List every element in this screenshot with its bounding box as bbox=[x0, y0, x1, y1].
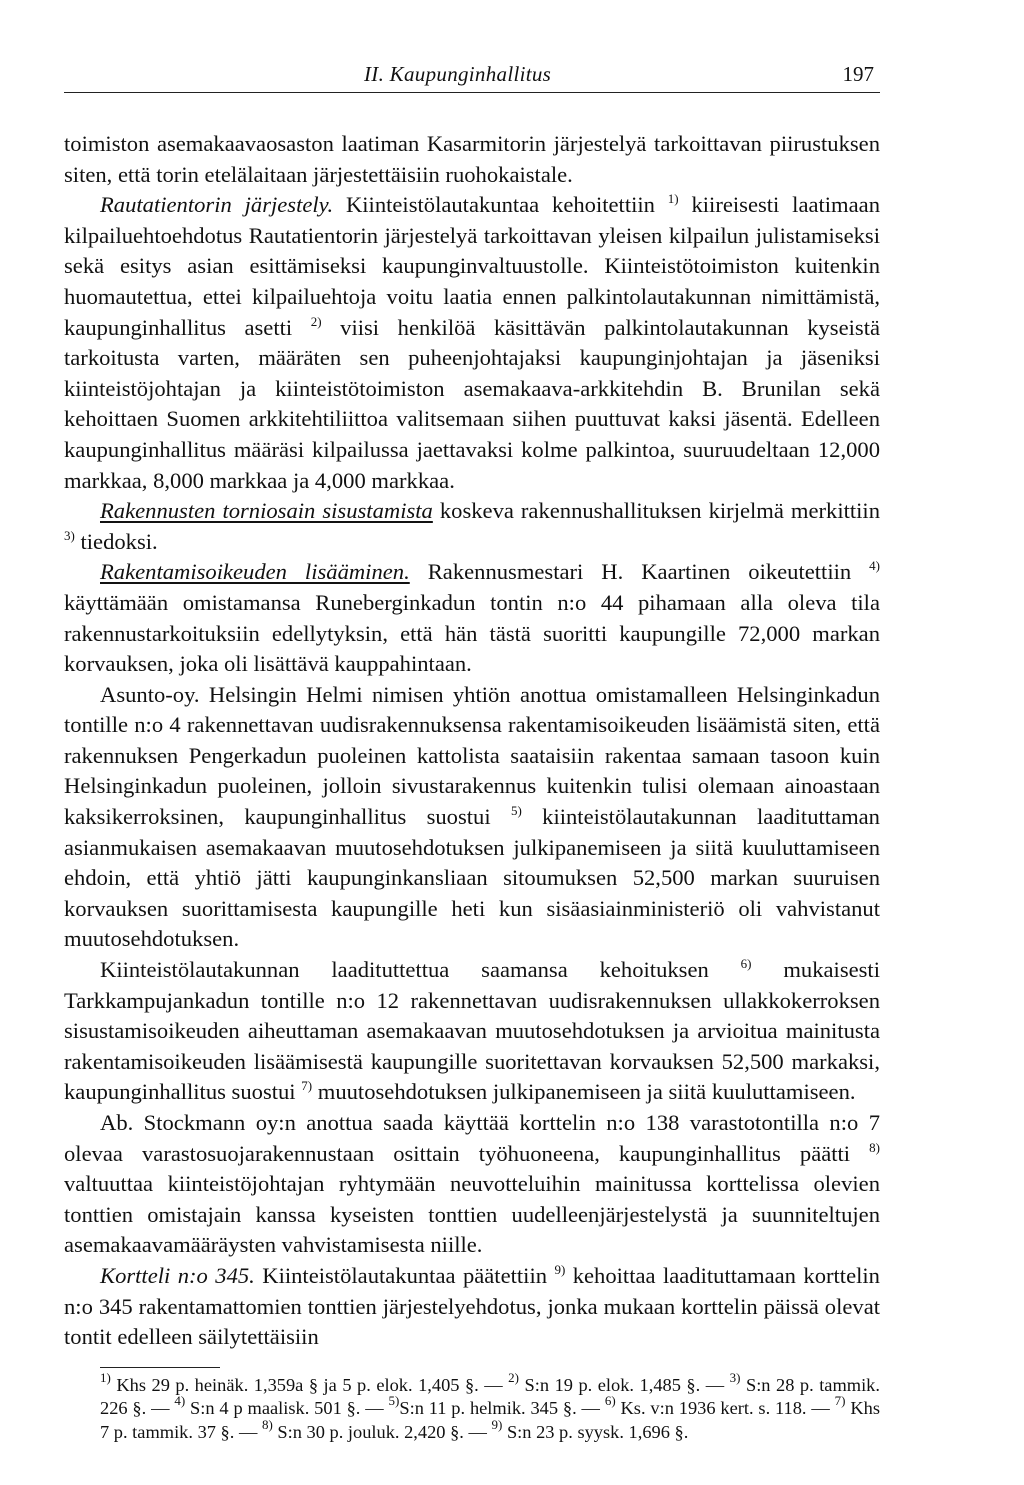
paragraph-rakentamisoikeus bbox=[64, 557, 880, 679]
paragraph-text: valtuuttaa kiinteistöjohtajan ryhtymään neuvotteluihin mainitussa korttelissa olevien tonttien omistajain kanssa kyseisten tonttien uudelleenjärjestelystä ja suunniteltujen asemakaavamääräysten vahvistamisesta niille. bbox=[64, 1171, 880, 1258]
footnote-marker: 7) bbox=[834, 1393, 846, 1409]
body-text bbox=[64, 129, 880, 1353]
footnote-marker: 1) bbox=[100, 1369, 111, 1385]
paragraph-text: kehoittaa laadituttamaan korttelin n:o 345 rakentamattomien tonttien järjestelyehdotus, jonka mukaan korttelin päissä olevat tontit edelleen säilytettäisiin bbox=[64, 1262, 880, 1350]
footnote-ref: 7) bbox=[301, 1078, 313, 1094]
paragraph-text: Rakennusmestari H. Kaartinen oikeutettiin bbox=[427, 559, 852, 585]
footnote-ref-number: 7 bbox=[301, 1078, 308, 1094]
footnote-number: 2 bbox=[508, 1369, 515, 1385]
document-page bbox=[64, 58, 880, 1444]
footnote-block bbox=[100, 1369, 880, 1444]
footnote-marker: 9) bbox=[491, 1416, 503, 1432]
footnote-ref-number: 1 bbox=[667, 191, 675, 207]
paragraph-torniosat bbox=[64, 496, 880, 557]
section-heading: Rakennusten torniosain sisustamista bbox=[100, 498, 433, 524]
footnote-text: S:n 19 p. elok. 1,485 §. — bbox=[524, 1374, 725, 1395]
footnote-number: 5 bbox=[388, 1393, 396, 1409]
section-heading: Kortteli n:o 345. bbox=[100, 1262, 255, 1288]
footnote-ref: 4) bbox=[869, 558, 880, 574]
paragraph-text: muutosehdotuksen julkipanemiseen ja siitä kuuluttamiseen. bbox=[317, 1079, 856, 1105]
footnote-ref: 3) bbox=[64, 527, 75, 543]
running-title: II. Kaupunginhallitus bbox=[364, 62, 552, 86]
footnote-ref-number: 4 bbox=[869, 558, 876, 574]
section-heading: Rautatientorin järjestely. bbox=[100, 192, 334, 218]
footnote-text: S:n 28 p. tammik. 226 §. — bbox=[100, 1374, 880, 1419]
footnote-text: Khs 7 p. tammik. 37 §. — bbox=[100, 1398, 880, 1442]
paragraph-text: Kiinteistölautakuntaa kehoitettiin bbox=[345, 192, 655, 218]
footnote-ref-number: 2 bbox=[310, 313, 318, 329]
footnote-marker: 3) bbox=[729, 1369, 741, 1385]
footnote-ref: 5) bbox=[510, 803, 522, 819]
footnote-marker: 4) bbox=[174, 1393, 186, 1409]
paragraph-helmi bbox=[64, 680, 880, 955]
paragraph-text: käyttämään omistamansa Runeberginkadun tontin n:o 44 pihamaan alla oleva tila rakennustarkoituksiin edellytyksin, että hän tästä suoritti kaupungille 72,000 markan korvauksen, joka oli lisättävä kauppahintaan. bbox=[64, 589, 880, 677]
paragraph-text: mukaisesti Tarkkampujankadun tontille n:o 12 rakennettavan uudisrakennuksen ullakkokerroksen sisustamisoikeuden aiheuttaman asemakaavan muutosehdotuksen ja arvioitua mainitusta rakentamisoikeuden lisäämisestä kaupungille suoritettavan korvauksen 52,500 markaksi, kaupunginhallitus suostui bbox=[64, 957, 880, 1105]
paragraph-text: toimiston asemakaavaosaston laatiman Kasarmitorin järjestelyä tarkoittavan piirustuksen siten, että torin etelälaitaan järjestettäisiin ruohokaistale. bbox=[64, 131, 880, 187]
paragraph-text: viisi henkilöä käsittävän palkintolautakunnan kyseistä tarkoitusta varten, määräten sen puheenjohtajaksi kaupunginjohtajan ja jäseniksi kiinteistöjohtajan ja kiinteistötoimiston asemakaava-arkkitehdin B. Brunilan sekä kehoittaen Suomen arkkitehtiliittoa valitsemaan siihen puuttuvat kaksi jäsentä. Edelleen kaupunginhallitus määräsi kilpailussa jaettavaksi kolme palkintoa, suuruudeltaan 12,000 markkaa, 8,000 markkaa ja 4,000 markkaa. bbox=[64, 314, 880, 493]
paragraph-text: tiedoksi. bbox=[80, 528, 158, 554]
footnote-number: 6 bbox=[604, 1393, 612, 1409]
paragraph-text: Ab. Stockmann oy:n anottua saada käyttää korttelin n:o 138 varastotontilla n:o 7 olevaa varastosuojarakennustaan osittain työhuoneena, kaupunginhallitus päätti bbox=[64, 1110, 880, 1166]
paragraph-text: kiinteistölautakunnan laadituttaman asianmukaisen asemakaavan muutosehdotuksen julkipanemiseen ja siitä kuuluttamiseen ehdoin, että yhtiö jätti kaupunginkansliaan sitoumuksen 52,500 markan suuruisen korvauksen suorittamisesta kaupungille heti kun sisäasiainministeriö oli vahvistanut muutosehdotuksen. bbox=[64, 804, 880, 952]
paragraph-rautatientori bbox=[64, 190, 880, 496]
footnote-marker: 8) bbox=[261, 1416, 273, 1432]
footnote-ref-number: 3 bbox=[64, 527, 71, 543]
footnote-number: 4 bbox=[174, 1393, 181, 1409]
footnote-ref-number: 8 bbox=[869, 1139, 876, 1155]
footnote-number: 7 bbox=[834, 1393, 842, 1409]
paragraph-stockmann bbox=[64, 1108, 880, 1261]
paragraph-tarkkampujankatu bbox=[64, 955, 880, 1108]
footnotes bbox=[100, 1369, 880, 1444]
footnote-text: S:n 23 p. syysk. 1,696 §. bbox=[506, 1421, 689, 1442]
footnote-ref-number: 5 bbox=[510, 803, 518, 819]
footnote-number: 8 bbox=[261, 1416, 269, 1432]
footnote-text: S:n 4 p maalisk. 501 §. — bbox=[190, 1398, 384, 1419]
paragraph-kasarmitori bbox=[64, 129, 880, 190]
footnote-text: Khs 29 p. heinäk. 1,359a § ja 5 p. elok. 1,405 §. — bbox=[116, 1374, 503, 1395]
paragraph-text: Kiinteistölautakuntaa päätettiin bbox=[262, 1262, 548, 1288]
page-number: 197 bbox=[842, 62, 874, 86]
footnote-text: S:n 30 p. jouluk. 2,420 §. — bbox=[277, 1421, 487, 1442]
footnote-text: S:n 11 p. helmik. 345 §. — bbox=[399, 1398, 600, 1419]
footnote-number: 9 bbox=[491, 1416, 498, 1432]
paragraph-text: kiireisesti laatimaan kilpailuehtoehdotus Rautatientorin järjestelyä tarkoittavan yleisen kilpailun julistamiseksi sekä esitys asian esittämiseksi kaupunginvaltuustolle. Kiinteistötoimiston kuitenkin huomautettua, ettei kilpailuehtoja voitu laatia ennen palkintolautakunnan nimittämistä, kaupunginhallitus asetti bbox=[64, 192, 880, 340]
footnote-marker: 2) bbox=[508, 1369, 520, 1385]
paragraph-text: Asunto-oy. Helsingin Helmi nimisen yhtiön anottua omistamalleen Helsinginkadun tontille n:o 4 rakennettavan uudisrakennuksensa rakentamisoikeuden lisäämistä siten, että rakennuksen Pengerkadun puoleinen kattolista saataisiin rakentaa samaan tasoon kuin Helsinginkadun puoleinen, jolloin sivustarakennus kuitenkin tulisi olemaan ainoastaan kaksikerroksinen, kaupunginhallitus suostui bbox=[64, 681, 880, 830]
footnote-number: 3 bbox=[729, 1369, 737, 1385]
footnote-ref: 8) bbox=[869, 1139, 880, 1155]
footnote-text: Ks. v:n 1936 kert. s. 118. — bbox=[620, 1398, 830, 1419]
footnote-ref-number: 6 bbox=[740, 956, 748, 972]
paragraph-text: koskeva rakennushallituksen kirjelmä merkittiin bbox=[439, 498, 881, 524]
footnote-ref: 6) bbox=[740, 956, 752, 972]
footnote-marker: 6) bbox=[604, 1393, 616, 1409]
running-header bbox=[64, 58, 880, 93]
footnote-divider bbox=[100, 1367, 220, 1368]
footnote-ref: 2) bbox=[310, 313, 322, 329]
footnote-marker: 5) bbox=[388, 1393, 400, 1409]
footnote-ref: 9) bbox=[554, 1261, 566, 1277]
footnote-ref-number: 9 bbox=[554, 1261, 561, 1277]
footnote-number: 1 bbox=[100, 1369, 107, 1385]
section-heading: Rakentamisoikeuden lisääminen. bbox=[100, 559, 410, 585]
paragraph-text: Kiinteistölautakunnan laadituttettua saamansa kehoituksen bbox=[100, 957, 709, 983]
footnote-ref: 1) bbox=[667, 191, 679, 207]
paragraph-kortteli-345 bbox=[64, 1261, 880, 1353]
